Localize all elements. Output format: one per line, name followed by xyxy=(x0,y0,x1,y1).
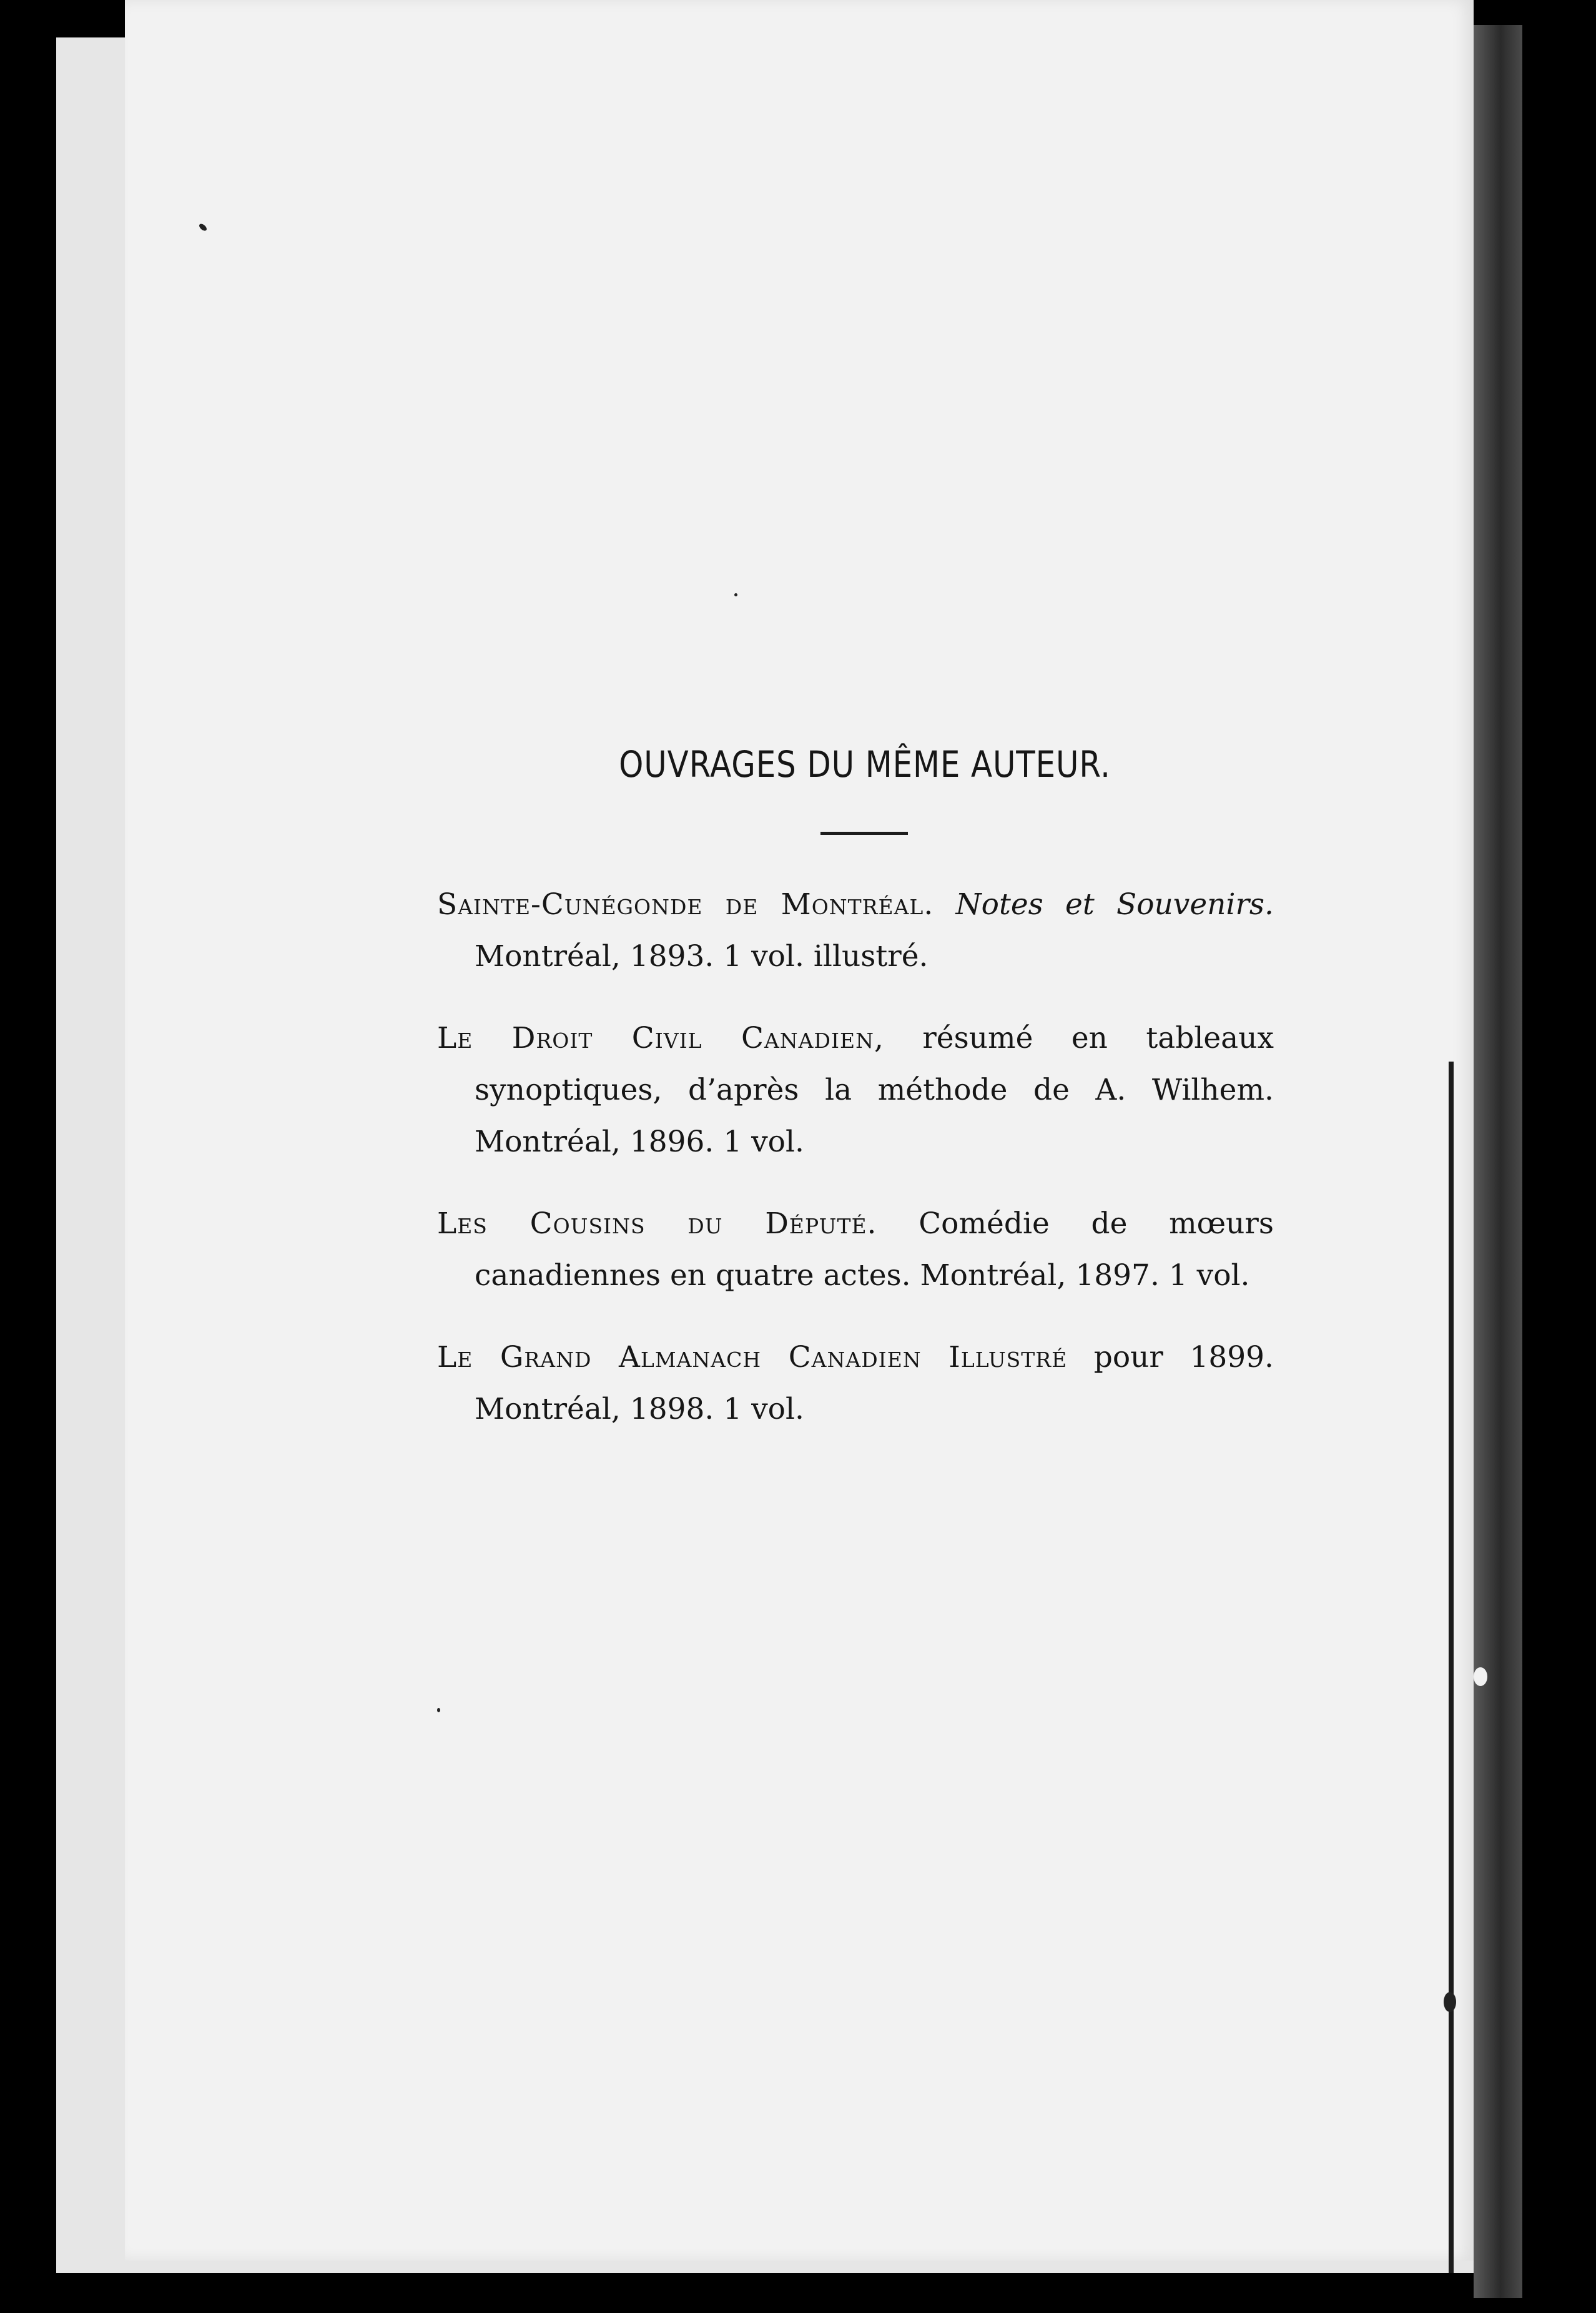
entry-details: résumé en tableaux synoptiques, d’après la méthode de A. Wilhem. Montréal, 1896. 1 vol. xyxy=(475,1021,1274,1159)
list-item xyxy=(437,1198,1274,1301)
list-item xyxy=(437,1331,1274,1435)
scan-speck xyxy=(734,593,737,596)
entry-title: Le Droit Civil Canadien, xyxy=(437,1021,884,1055)
entry-title: Les Cousins du Député. xyxy=(437,1206,877,1241)
entry-subtitle: Notes et Souvenirs. xyxy=(955,887,1274,922)
scan-speck xyxy=(437,1708,440,1712)
entry-title: Sainte-Cunégonde de Montréal. xyxy=(437,887,934,922)
list-item xyxy=(437,879,1274,982)
publication-list xyxy=(437,743,1274,1465)
entry-title: Le Grand Almanach Canadien Illustré xyxy=(437,1340,1068,1374)
page-heading: OUVRAGES DU MÊME AUTEUR. xyxy=(619,743,1111,786)
scan-speck xyxy=(1444,1992,1456,2012)
entry-details: Montréal, 1893. 1 vol. illustré. xyxy=(475,939,929,974)
scan-speck xyxy=(1474,1667,1487,1686)
page-edge-shadow xyxy=(1449,1062,1454,2273)
list-item xyxy=(437,1012,1274,1168)
heading-rule xyxy=(820,832,908,835)
entry-details: pour 1899. Montréal, 1898. 1 vol. xyxy=(475,1340,1274,1426)
entry-details: Comédie de mœurs canadiennes en quatre actes. Montréal, 1897. 1 vol. xyxy=(475,1206,1274,1293)
binding-edge xyxy=(1474,25,1522,2298)
